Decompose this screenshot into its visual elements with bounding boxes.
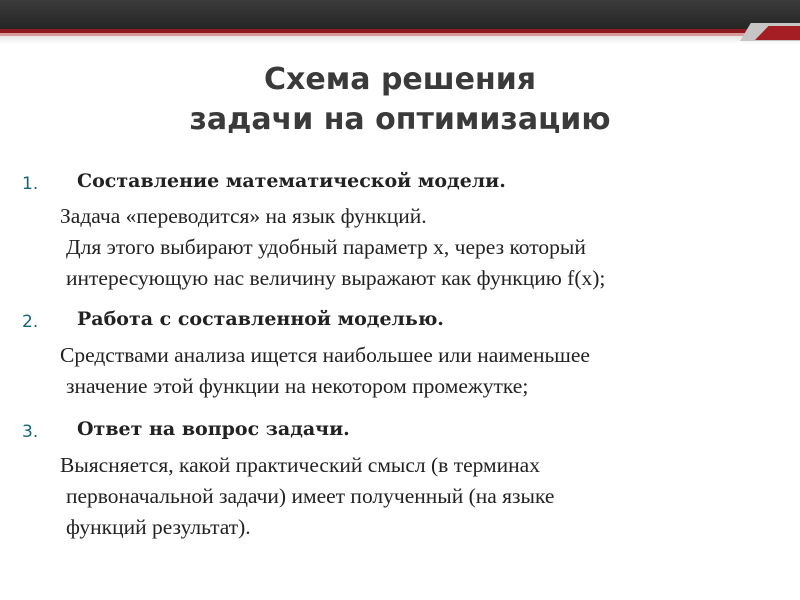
title-line-2: задачи на оптимизацию [189, 102, 611, 137]
step-line: значение этой функции на некотором промежутке; [66, 374, 529, 398]
step-line: интересующую нас величину выражают как функцию f(x); [66, 266, 606, 290]
title-line-1: Схема решения [264, 62, 536, 97]
step-line: Для этого выбирают удобный параметр х, через который [66, 235, 586, 259]
step-description [60, 201, 775, 294]
step-heading: Составление математической модели. [77, 170, 506, 192]
step-heading: Ответ на вопрос задачи. [77, 418, 350, 440]
step-line: первоначальной задачи) имеет полученный (на языке [66, 484, 555, 508]
step-description [60, 450, 775, 543]
header-shadow [0, 36, 800, 44]
step-line: Выясняется, какой практический смысл (в терминах [60, 453, 540, 477]
step-description [60, 340, 775, 402]
step-number: 3. [22, 422, 39, 442]
step-line: Средствами анализа ищется наибольшее или наименьшее [60, 343, 590, 367]
step-number: 2. [22, 312, 39, 332]
step-heading: Работа с составленной моделью. [77, 308, 444, 330]
step-line: функций результат). [66, 515, 251, 539]
header-band [0, 0, 800, 29]
step-number: 1. [22, 174, 39, 194]
slide-title [100, 60, 700, 140]
step-line: Задача «переводится» на язык функций. [60, 204, 427, 228]
